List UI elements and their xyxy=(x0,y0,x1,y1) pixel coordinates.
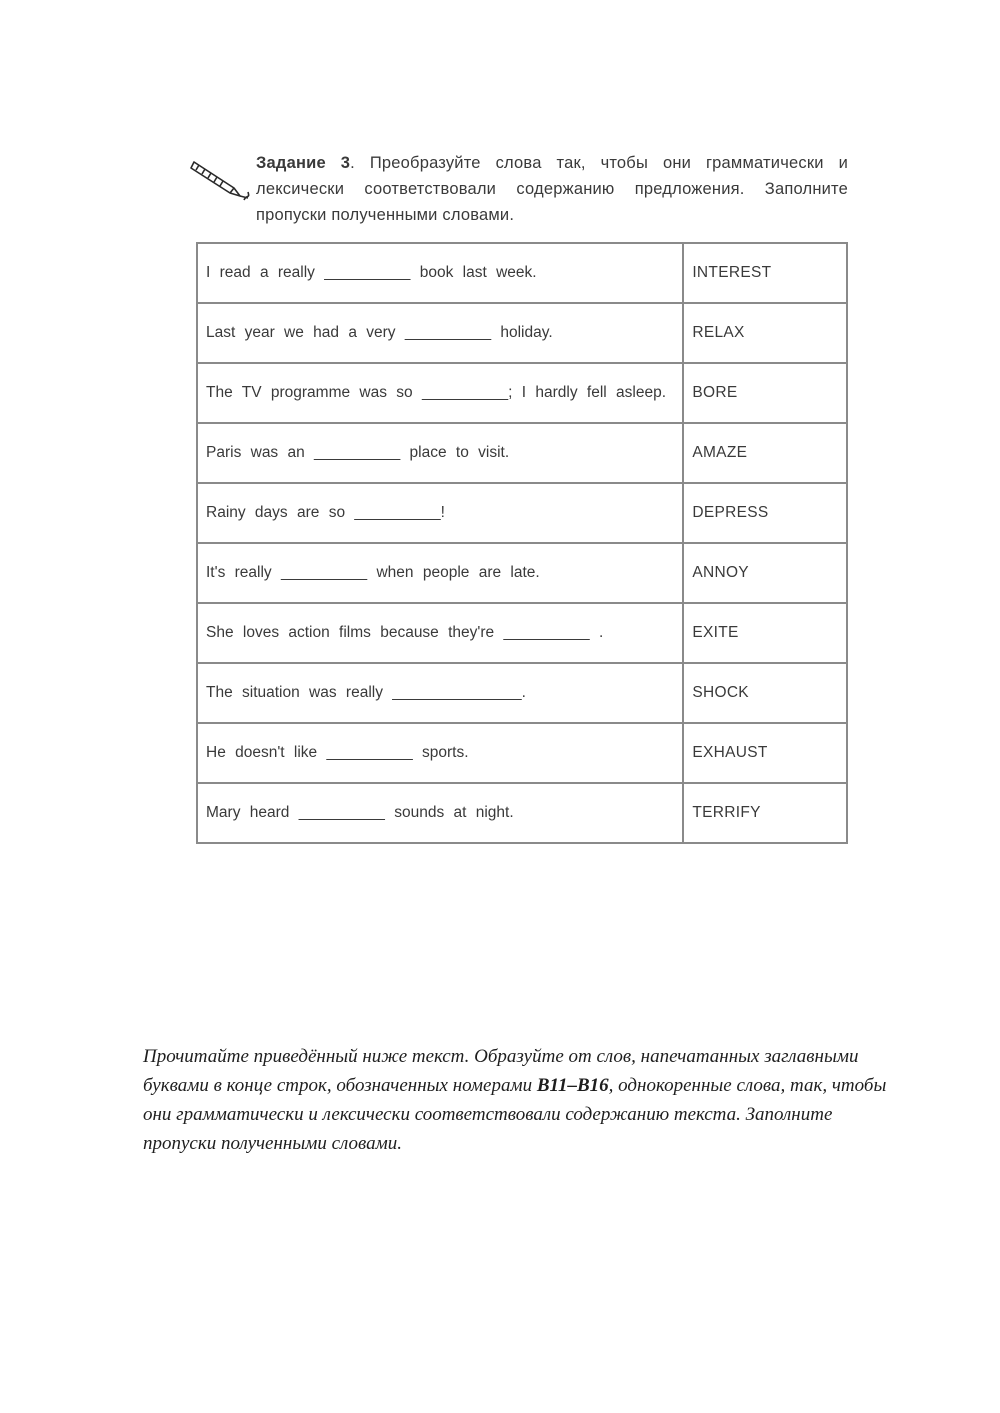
table-row xyxy=(197,663,847,723)
sentence-cell: Last year we had a very __________ holiday. xyxy=(197,303,683,363)
sentence-cell: Mary heard __________ sounds at night. xyxy=(197,783,683,843)
table-row xyxy=(197,243,847,303)
task-header xyxy=(190,150,850,230)
sentence-cell: The situation was really _______________. xyxy=(197,663,683,723)
sentence-cell: Paris was an __________ place to visit. xyxy=(197,423,683,483)
table-row xyxy=(197,603,847,663)
sentence-cell: Rainy days are so __________! xyxy=(197,483,683,543)
table-row xyxy=(197,723,847,783)
item-range: B11–B16 xyxy=(536,1075,609,1096)
table-row xyxy=(197,543,847,603)
word-cell: AMAZE xyxy=(683,423,847,483)
word-cell: RELAX xyxy=(683,303,847,363)
task-instruction xyxy=(256,150,848,228)
word-cell: TERRIFY xyxy=(683,783,847,843)
sentence-cell: The TV programme was so __________; I hardly fell asleep. xyxy=(197,363,683,423)
instruction-text-end: , однокоренные слова, так, чтобы они грамматически и лексически соответствовали содержанию текста. Заполните пропуски полученными словами. xyxy=(143,1075,887,1154)
exercise-table xyxy=(196,242,848,844)
table-row xyxy=(197,783,847,843)
sentence-cell: It's really __________ when people are late. xyxy=(197,543,683,603)
word-cell: EXITE xyxy=(683,603,847,663)
word-cell: DEPRESS xyxy=(683,483,847,543)
reading-instruction xyxy=(143,1042,893,1158)
table-row xyxy=(197,363,847,423)
task-description: . Преобразуйте слова так, чтобы они грамматически и лексически соответствовали содержанию предложения. Заполните пропуски полученными словами. xyxy=(256,154,849,224)
sentence-cell: He doesn't like __________ sports. xyxy=(197,723,683,783)
table-row xyxy=(197,303,847,363)
pen-icon xyxy=(190,154,252,202)
word-cell: BORE xyxy=(683,363,847,423)
table-row xyxy=(197,423,847,483)
word-cell: EXHAUST xyxy=(683,723,847,783)
table-row xyxy=(197,483,847,543)
instruction-text: Прочитайте приведённый ниже текст. Образуйте от слов, напечатанных заглавными буквами в конце строк, обозначенных номерами xyxy=(143,1046,859,1096)
sentence-cell: She loves action films because they're __________ . xyxy=(197,603,683,663)
word-cell: INTEREST xyxy=(683,243,847,303)
word-cell: SHOCK xyxy=(683,663,847,723)
word-cell: ANNOY xyxy=(683,543,847,603)
task-label: Задание 3 xyxy=(256,154,351,172)
sentence-cell: I read a really __________ book last week. xyxy=(197,243,683,303)
